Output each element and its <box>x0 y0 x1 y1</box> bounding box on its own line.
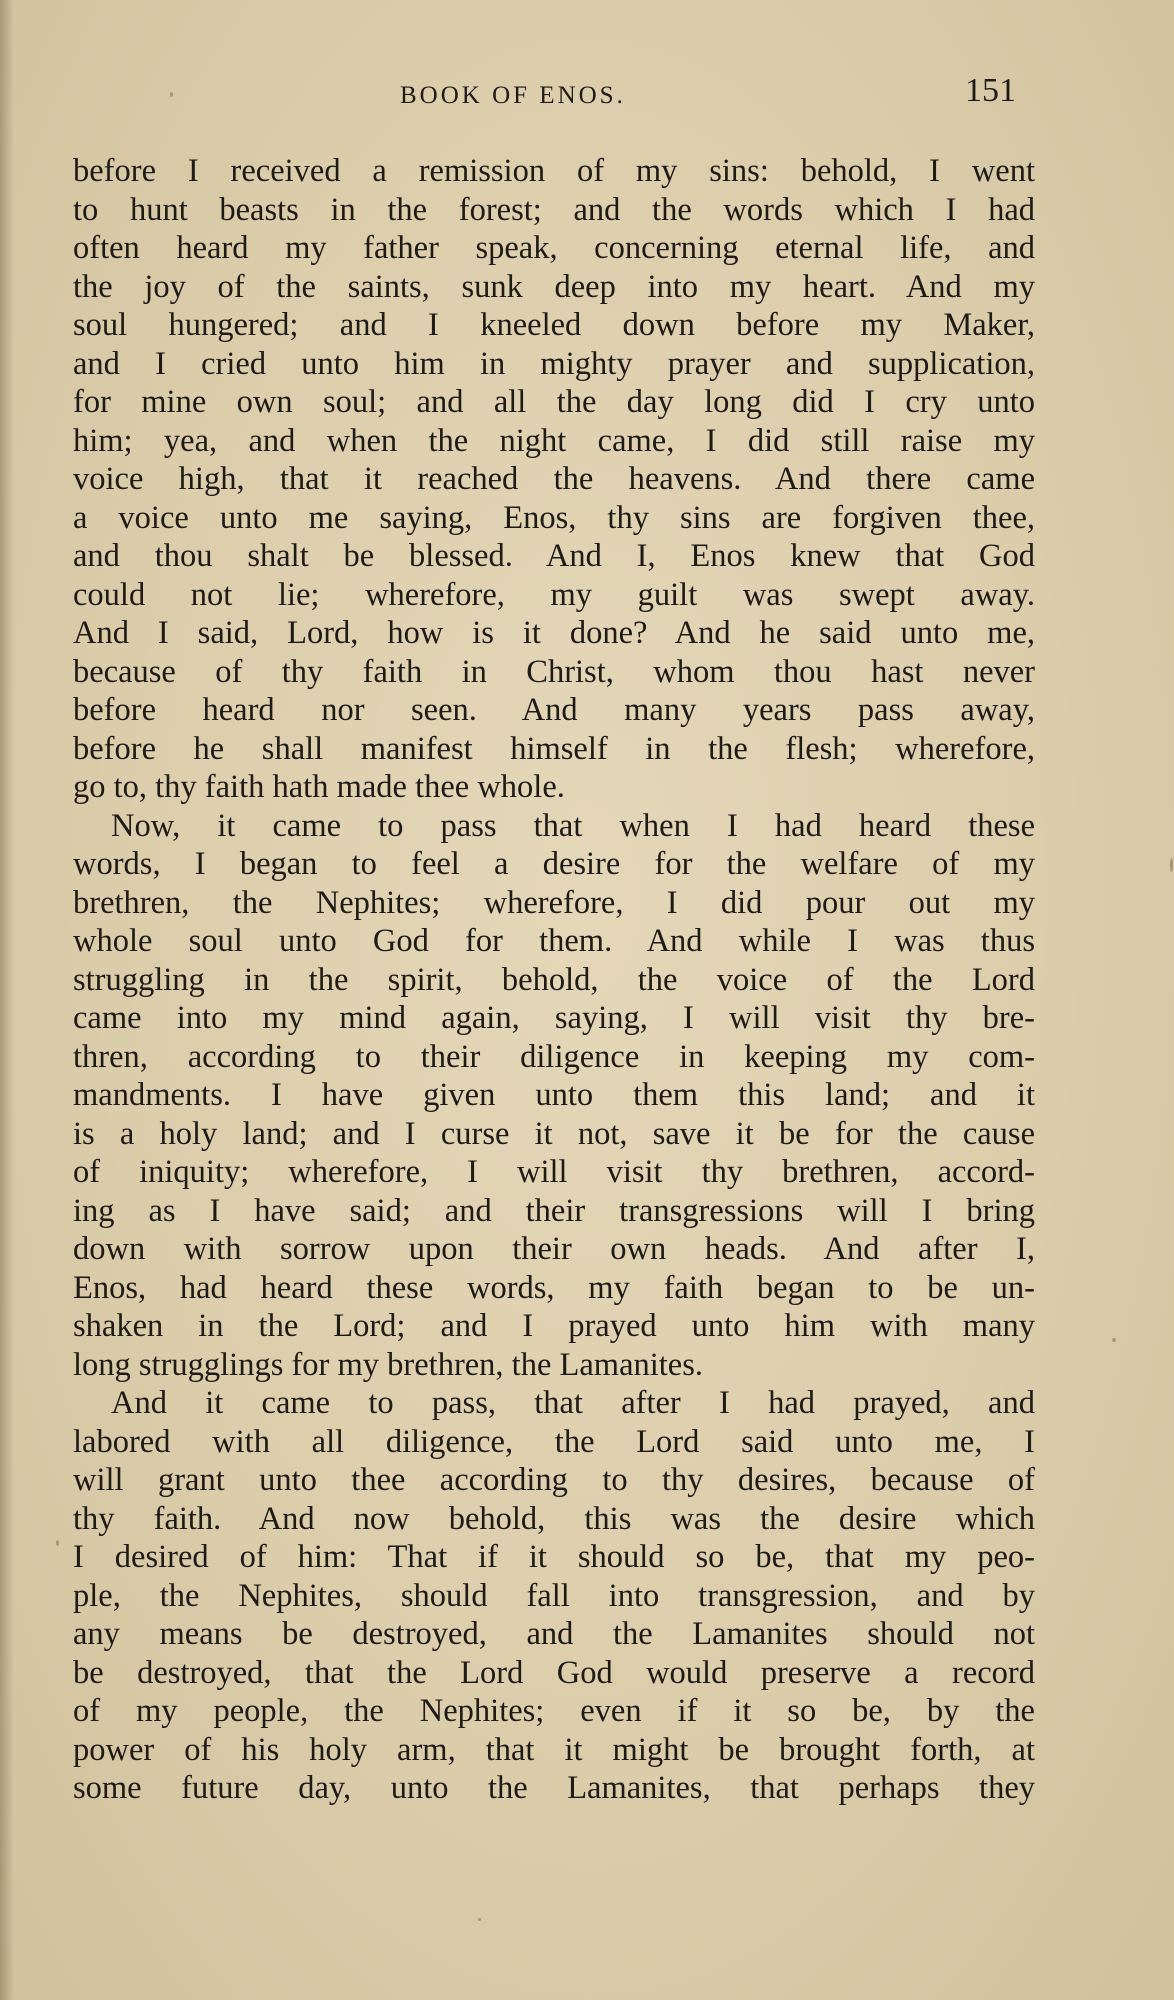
text-line: before he shall manifest himself in the flesh; wherefore, <box>73 730 1035 767</box>
text-line: before heard nor seen. And many years pass away, <box>73 692 1035 728</box>
page-header <box>66 70 1016 120</box>
text-line: of my people, the Nephites; even if it so be, by the <box>73 1693 1035 1729</box>
text-line: labored with all diligence, the Lord said unto me, I <box>73 1423 1035 1460</box>
text-line: long strugglings for my brethren, the Lamanites. <box>73 1346 704 1383</box>
text-line: for mine own soul; and all the day long did I cry unto <box>73 384 1035 420</box>
body-text <box>73 152 1035 1808</box>
text-line: could not lie; wherefore, my guilt was swept away. <box>73 576 1035 613</box>
text-line: I desired of him: That if it should so be, that my peo- <box>73 1539 1035 1575</box>
text-line: thy faith. And now behold, this was the desire which <box>73 1500 1035 1537</box>
paragraph-start-line: Now, it came to pass that when I had heard these <box>111 807 1035 844</box>
text-line: whole soul unto God for them. And while I was thus <box>73 923 1035 959</box>
text-line: will grant unto thee according to thy desires, because of <box>73 1462 1035 1498</box>
text-line: and I cried unto him in mighty prayer and supplication, <box>73 345 1035 382</box>
text-line: is a holy land; and I curse it not, save it be for the cause <box>73 1115 1035 1152</box>
page-number: 151 <box>965 72 1016 109</box>
paper-speck <box>478 1918 481 1921</box>
paper-speck <box>170 92 173 97</box>
text-line: because of thy faith in Christ, whom thou hast never <box>73 653 1035 690</box>
text-line: a voice unto me saying, Enos, thy sins are forgiven thee, <box>73 499 1035 536</box>
text-line: thren, according to their diligence in keeping my com- <box>73 1038 1035 1075</box>
text-line: words, I began to feel a desire for the welfare of my <box>73 846 1035 882</box>
text-line: and thou shalt be blessed. And I, Enos knew that God <box>73 538 1035 574</box>
text-line: ing as I have said; and their transgressions will I bring <box>73 1192 1035 1229</box>
text-line: struggling in the spirit, behold, the voice of the Lord <box>73 961 1035 998</box>
text-line: him; yea, and when the night came, I did still raise my <box>73 422 1035 459</box>
text-line: of iniquity; wherefore, I will visit thy brethren, accord- <box>73 1154 1035 1190</box>
text-line: Enos, had heard these words, my faith began to be un- <box>73 1269 1035 1306</box>
text-line: ple, the Nephites, should fall into transgression, and by <box>73 1577 1035 1614</box>
text-line: shaken in the Lord; and I prayed unto him with many <box>73 1308 1035 1344</box>
text-line: go to, thy faith hath made thee whole. <box>73 769 565 805</box>
text-line: voice high, that it reached the heavens. And there came <box>73 461 1035 497</box>
paper-speck <box>1170 858 1173 872</box>
text-line: often heard my father speak, concerning eternal life, and <box>73 230 1035 266</box>
text-line: power of his holy arm, that it might be brought forth, at <box>73 1731 1035 1768</box>
text-line: And I said, Lord, how is it done? And he said unto me, <box>73 615 1035 651</box>
text-line: be destroyed, that the Lord God would preserve a record <box>73 1654 1035 1691</box>
running-head: BOOK OF ENOS. <box>400 82 626 109</box>
text-line: to hunt beasts in the forest; and the words which I had <box>73 191 1035 228</box>
text-line: came into my mind again, saying, I will visit thy bre- <box>73 1000 1035 1036</box>
text-line: mandments. I have given unto them this land; and it <box>73 1077 1035 1113</box>
paper-speck <box>1112 1338 1116 1342</box>
text-line: down with sorrow upon their own heads. And after I, <box>73 1231 1035 1267</box>
text-line: some future day, unto the Lamanites, that perhaps they <box>73 1770 1035 1806</box>
text-line: the joy of the saints, sunk deep into my heart. And my <box>73 268 1035 305</box>
text-line: brethren, the Nephites; wherefore, I did pour out my <box>73 884 1035 921</box>
paragraph-start-line: And it came to pass, that after I had prayed, and <box>111 1385 1035 1421</box>
text-line: before I received a remission of my sins: behold, I went <box>73 153 1035 189</box>
spine-shadow <box>0 0 14 2000</box>
text-line: any means be destroyed, and the Lamanites should not <box>73 1616 1035 1652</box>
paper-speck <box>56 1540 59 1546</box>
text-line: soul hungered; and I kneeled down before my Maker, <box>73 307 1035 343</box>
